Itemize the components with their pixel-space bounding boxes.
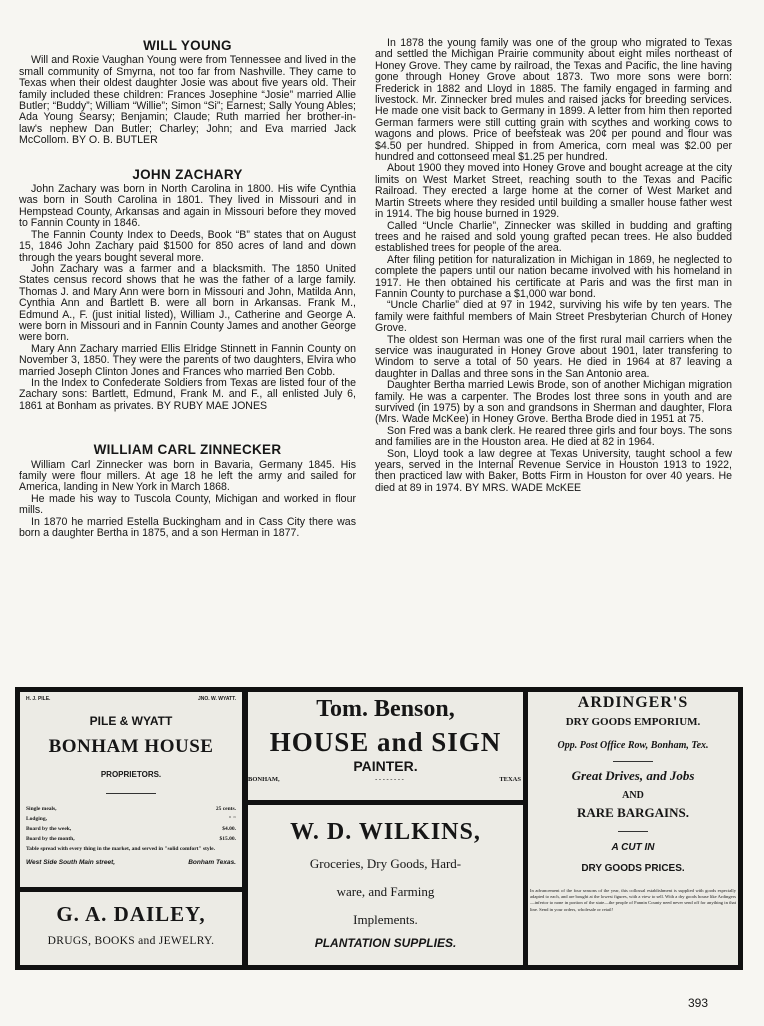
zinnecker-continued-1: In 1878 the young family was one of the group who migrated to Texas and settled the Michigan Prairie community about eight miles northeast of Honey Grove. They came by railroad, the Texas and Pacific, the line having gone through Honey Grove about 1873. Two more sons were born: Frederick in 1882 and Lloyd in 1885. The family engaged in farming and livestock. Mr. Zinnecker bred mules and raised jacks for breeding services. He made one visit back to Germany in 1899. A letter from him then reported German farmers were still cutting grain with scythes and working cows to wagons and plows. Price of beefsteak was 20¢ per pound and flour was $4.50 per hundred. Shipped in from America, corn meal was $2.00 per hundred and cottonseed meal $1.25 per hundred. — [375, 37, 732, 164]
zinnecker-continued-6: The oldest son Herman was one of the first rural mail carriers when the service was inaugurated in Honey Grove about 1901, later transfering to Windom to serve a total of 50 years. He died in 1964 at 87 leaving a daughter in Dallas and three sons in the San Antonio area. — [375, 333, 732, 380]
zinnecker-paragraph-2: He made his way to Tuscola County, Michigan and worked in flour mills. — [19, 492, 356, 517]
heading-will-young: WILL YOUNG — [143, 38, 232, 53]
ad-firm-name: PILE & WYATT — [89, 714, 173, 728]
ad-ardinger-prices: DRY GOODS PRICES. — [581, 863, 685, 874]
ad-benson-left: BONHAM, — [248, 776, 280, 783]
will-young-paragraph: Will and Roxie Vaughan Young were from Tennessee and lived in the small community of Smyrna, not too far from Nashville. They came to Texas when their oldest daughter Josie was about five years old. Their family included these children: Frances Josephine “Josie” married Allie Butler; “Buddy”; William “Willie”; Simon “Si”; Earnest; Sally Young Ables; Ada Young Searsy; Benjamin; Claude; Ruth married her brother-in-law's nephew Dan Butler; Charley; John; and Eva married Jack McCollom. BY O. B. BUTLER — [19, 54, 356, 147]
zinnecker-continued-4: After filing petition for naturalization in Michigan in 1869, he neglected to complete the papers until our nation became involved with his homeland in 1917. He then obtained his certificate at Paris and was the first man in Fannin County to purchase a $1,000 war bond. — [375, 253, 732, 300]
ad-wilkins — [248, 805, 523, 965]
zinnecker-continued-3: Called “Uncle Charlie”, Zinnecker was skilled in budding and grafting trees and he raised and sold young grafted pecan trees. He also budded established trees for people of the area. — [375, 219, 732, 255]
john-zachary-paragraph-3: John Zachary was a farmer and a blacksmith. The 1850 United States census record shows that he was the father of a large family. Thomas J. and Mary Ann were born in Missouri and John, Matilda Ann, Cynthia Ann and Bartlett B. were all born in Arkansas. Frank M., Edmund A., F. (just initial listed), William J., Catherine and George A. were born in Missouri and in Fannin County James and another George were born. — [19, 262, 356, 344]
ad-proprietors-label: PROPRIETORS. — [100, 770, 162, 779]
rate-row — [26, 834, 236, 844]
ad-ardinger-great: Great Drives, and Jobs — [571, 768, 695, 783]
ad-wilkins-plantation: PLANTATION SUPPLIES. — [314, 936, 457, 950]
left-column — [19, 34, 356, 539]
zinnecker-continued-2: About 1900 they moved into Honey Grove and bought acreage at the city limits on West Market Street, reaching south to the Texas and Pacific Railroad. They erected a large home at the corner of West Market and Martin Streets where they resided until building a smaller house father west in 1914. The big house burned in 1929. — [375, 162, 732, 221]
rate-price: $4.00. — [222, 826, 236, 832]
ad-benson-dots: - - - - - - - - — [375, 776, 404, 783]
ad-wilkins-line-1: Groceries, Dry Goods, Hard- — [309, 856, 462, 871]
ad-proprietor-right: JNO. W. WYATT. — [197, 696, 236, 702]
ad-benson-sub: PAINTER. — [353, 758, 418, 774]
zinnecker-continued-9: Son, Lloyd took a law degree at Texas University, taught school a few years, served in the Internal Revenue Service in Houston 1913 to 1922, then practiced law with Baker, Botts Firm in Houston for over 40 years. He died at 89 in 1974. BY MRS. WADE McKEE — [375, 447, 732, 494]
ad-dailey — [20, 892, 242, 965]
heading-william-carl-zinnecker: WILLIAM CARL ZINNECKER — [93, 442, 282, 458]
john-zachary-paragraph-5: In the Index to Confederate Soldiers from Texas are listed four of the Zachary sons: Bartlett, Edmund, Frank M. and F., all enlisted July 6, 1861 at Bonham as privates. BY RUBY MAE JONES — [19, 376, 356, 412]
zinnecker-paragraph-3: In 1870 he married Estella Buckingham and in Cass City there was born a daughter Bertha in 1875, and a son Herman in 1877. — [19, 515, 356, 540]
divider — [618, 831, 648, 832]
rate-row — [26, 824, 236, 834]
ad-benson-trade: HOUSE and SIGN — [269, 727, 502, 757]
heading-john-zachary: JOHN ZACHARY — [132, 166, 243, 182]
ad-ardinger-location: Opp. Post Office Row, Bonham, Tex. — [557, 740, 709, 751]
ad-proprietor-left: H. J. PILE. — [26, 696, 51, 702]
ad-benson — [248, 692, 523, 800]
ad-table-note: Table spread with every thing in the market, and served in "solid comfort" style. — [26, 846, 215, 852]
ad-dailey-line: DRUGS, BOOKS and JEWELRY. — [47, 935, 215, 947]
ad-wilkins-name: W. D. WILKINS, — [290, 819, 481, 845]
page-number: 393 — [688, 996, 709, 1010]
rate-label: Board by the week, — [26, 826, 72, 832]
zinnecker-paragraph-1: William Carl Zinnecker was born in Bavaria, Germany 1845. His family were flour millers. At age 18 he left the army and sailed for America, landing in New York in March 1868. — [19, 458, 356, 494]
ad-dailey-name: G. A. DAILEY, — [56, 902, 206, 926]
ad-wilkins-line-2: ware, and Farming — [336, 884, 435, 899]
ad-wilkins-line-3: Implements. — [353, 912, 418, 927]
ad-ardinger-name: ARDINGER'S — [577, 694, 689, 711]
ad-ardinger-and: AND — [622, 790, 644, 801]
rate-label: Board by the month, — [26, 836, 75, 842]
ad-benson-right: TEXAS — [499, 776, 521, 783]
divider — [106, 793, 156, 794]
ad-ardinger-fine-print: In advancement of the four seasons of the year, this collossal establishment is supplied with goods especially adapted to each, and are bought at the lowest figures, with a view to sell. With a dry goods house like Ardingers—inferior to none in portion of the state—the people of Fannin County need never send off for anything in that line. Send in your orders, wholesale or retail! — [530, 888, 736, 912]
ad-house-name: BONHAM HOUSE — [48, 736, 214, 757]
zinnecker-continued-5: “Uncle Charlie” died at 97 in 1942, surviving his wife by ten years. The family were faithful members of Main Street Presbyterian Church of Honey Grove. — [375, 299, 732, 335]
rate-price: $15.00. — [219, 836, 236, 842]
rate-row — [26, 814, 236, 824]
rate-price: " " — [228, 816, 236, 822]
rate-price: 25 cents. — [215, 806, 236, 812]
rate-row — [26, 804, 236, 814]
john-zachary-paragraph-2: The Fannin County Index to Deeds, Book “B” states that on August 15, 1846 John Zachary paid $1500 for 850 acres of land and down through the years bought several more. — [19, 228, 356, 264]
zinnecker-continued-7: Daughter Bertha married Lewis Brode, son of another Michigan migration family. He was a carpenter. The Brodes lost three sons in youth and are survived (in 1975) by a son and grandsons in Sherman and daughter, Flora (Mrs. Wade McKee) in Honey Grove. Bertha Brode died in 1951 at 75. — [375, 379, 732, 426]
zinnecker-continued-8: Son Fred was a bank clerk. He reared three girls and four boys. The sons and families are in the Houston area. He died at 82 in 1964. — [375, 424, 732, 449]
john-zachary-paragraph-1: John Zachary was born in North Carolina in 1800. His wife Cynthia was born in South Carolina in 1801. They lived in Missouri and in Hempstead County, Arkansas and again in Missouri before they moved to Fannin County in 1846. — [19, 183, 356, 230]
divider — [613, 761, 653, 762]
rate-label: Single meals, — [26, 806, 57, 812]
john-zachary-paragraph-4: Mary Ann Zachary married Ellis Elridge Stinnett in Fannin County on November 3, 1850. They were the parents of two daughters, Elvira who married Joseph Clinton Jones and Frances who married Ben Cobb. — [19, 342, 356, 378]
ad-ardinger-cut: A CUT IN — [611, 842, 655, 853]
ad-ardinger-rare: RARE BARGAINS. — [577, 805, 689, 820]
ad-city: Bonham Texas. — [188, 859, 236, 866]
rate-label: Lodging, — [26, 816, 47, 822]
ad-address: West Side South Main street, — [26, 859, 116, 866]
ad-benson-name: Tom. Benson, — [316, 696, 455, 722]
ad-ardinger-emporium: DRY GOODS EMPORIUM. — [565, 716, 701, 728]
ad-ardinger — [528, 692, 738, 965]
ad-pile-wyatt-bonham-house — [20, 692, 242, 887]
right-column — [375, 38, 732, 494]
advertisements-panel — [15, 687, 743, 970]
